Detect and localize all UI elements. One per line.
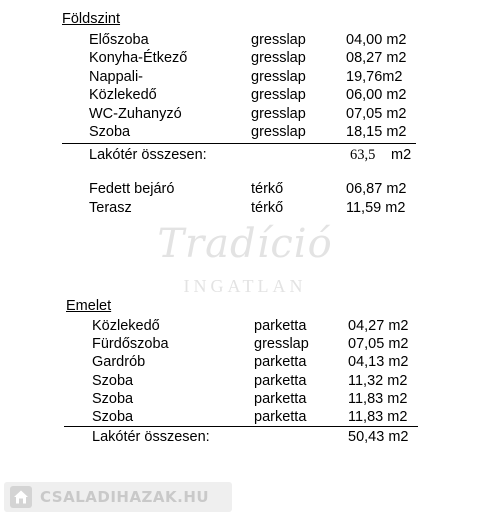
room-area: 07,05 m2 — [346, 106, 407, 122]
watermark-logo — [150, 222, 340, 312]
room-area: 04,13 m2 — [348, 354, 409, 370]
house-icon — [10, 486, 32, 508]
room-name: WC-Zuhanyzó — [89, 106, 182, 122]
room-area: 11,83 m2 — [348, 391, 408, 407]
room-name: Fedett bejáró — [89, 181, 175, 197]
room-area: 06,87 m2 — [346, 181, 407, 197]
floor-material: parketta — [254, 373, 307, 389]
room-area: 04,27 m2 — [348, 318, 409, 334]
room-area: 18,15 m2 — [346, 124, 407, 140]
floor-material: gresslap — [251, 69, 306, 85]
room-name: Szoba — [92, 373, 134, 389]
room-area: 07,05 m2 — [348, 336, 409, 352]
total-value: 50,43 m2 — [348, 429, 409, 445]
room-area: 04,00 m2 — [346, 32, 407, 48]
ground-floor-heading: Földszint — [62, 11, 121, 27]
floor-material: parketta — [254, 409, 307, 425]
total-label: Lakótér összesen: — [89, 147, 207, 163]
floor-material: gresslap — [251, 50, 306, 66]
floor-material: térkő — [251, 200, 284, 216]
room-name: Terasz — [89, 200, 132, 216]
total-unit: m2 — [391, 147, 412, 163]
room-name: Szoba — [89, 124, 131, 140]
floor-material: gresslap — [254, 336, 309, 352]
room-area: 11,32 m2 — [348, 373, 408, 389]
divider — [64, 426, 418, 427]
room-area: 19,76m2 — [346, 69, 403, 85]
room-name: Szoba — [92, 409, 134, 425]
total-value: 63,5 — [350, 147, 376, 163]
room-name: Szoba — [92, 391, 134, 407]
site-badge[interactable] — [4, 482, 232, 512]
total-label: Lakótér összesen: — [92, 429, 210, 445]
upper-floor-heading: Emelet — [66, 298, 112, 314]
room-area: 06,00 m2 — [346, 87, 407, 103]
divider — [62, 143, 416, 144]
watermark-script: Tradíció — [157, 221, 333, 267]
floor-material: térkő — [251, 181, 284, 197]
floor-material: gresslap — [251, 32, 306, 48]
room-name: Konyha-Étkező — [89, 50, 188, 66]
floor-material: parketta — [254, 354, 307, 370]
room-area: 11,83 m2 — [348, 409, 408, 425]
room-name: Közlekedő — [92, 318, 160, 334]
floor-material: gresslap — [251, 106, 306, 122]
room-name: Előszoba — [89, 32, 149, 48]
room-area: 11,59 m2 — [346, 200, 406, 216]
room-name: Fürdőszoba — [92, 336, 169, 352]
floor-material: gresslap — [251, 87, 306, 103]
site-name: CSALADIHAZAK.HU — [40, 488, 210, 506]
room-name: Gardrób — [92, 354, 146, 370]
floor-material: parketta — [254, 318, 307, 334]
floor-material: parketta — [254, 391, 307, 407]
watermark-subtitle: INGATLAN — [183, 276, 307, 296]
floor-material: gresslap — [251, 124, 306, 140]
room-area: 08,27 m2 — [346, 50, 407, 66]
room-name: Nappali- — [89, 69, 143, 85]
room-name: Közlekedő — [89, 87, 157, 103]
